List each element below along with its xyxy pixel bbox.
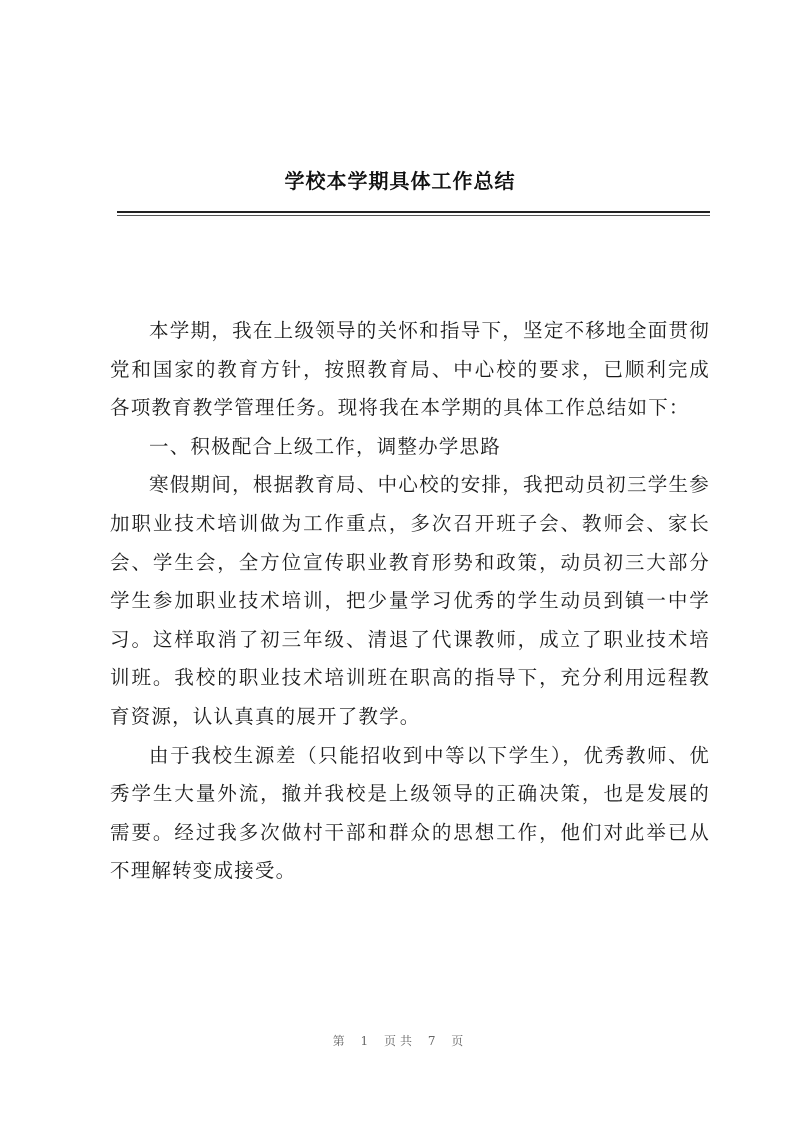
- section-heading: 一、积极配合上级工作，调整办学思路: [149, 434, 501, 458]
- paragraph-school-merge: 由于我校生源差（只能招收到中等以下学生），优秀教师、优秀学生大量外流，撤并我校是上级领导的正确决策，也是发展的需要。经过我多次做村干部和群众的思想工作，他们对此举已从不理解转变成接受。: [110, 743, 710, 883]
- paragraph-intro: 本学期，我在上级领导的关怀和指导下，坚定不移地全面贯彻党和国家的教育方针，按照教育局、中心校的要求，已顺利完成各项教育教学管理任务。现将我在本学期的具体工作总结如下：: [110, 319, 710, 420]
- footer-prefix: 第: [332, 1034, 349, 1048]
- document-title: 学校本学期具体工作总结: [284, 169, 516, 193]
- footer-page-number: 1: [360, 1034, 373, 1048]
- document-body: [110, 312, 710, 891]
- footer-suffix: 页: [451, 1034, 468, 1048]
- page-footer: [0, 1032, 800, 1049]
- footer-middle: 页共: [383, 1034, 416, 1048]
- paragraph-winter-break: 寒假期间，根据教育局、中心校的安排，我把动员初三学生参加职业技术培训做为工作重点，多次召开班子会、教师会、家长会、学生会，全方位宣传职业教育形势和政策，动员初三大部分学生参加职业技术培训，把少量学习优秀的学生动员到镇一中学习。这样取消了初三年级、清退了代课教师，成立了职业技术培训班。我校的职业技术培训班在职高的指导下，充分利用远程教育资源，认认真真的展开了教学。: [110, 473, 710, 728]
- title-underline-thin: [117, 215, 710, 216]
- title-underline-thick: [117, 211, 710, 213]
- footer-total-pages: 7: [427, 1034, 440, 1048]
